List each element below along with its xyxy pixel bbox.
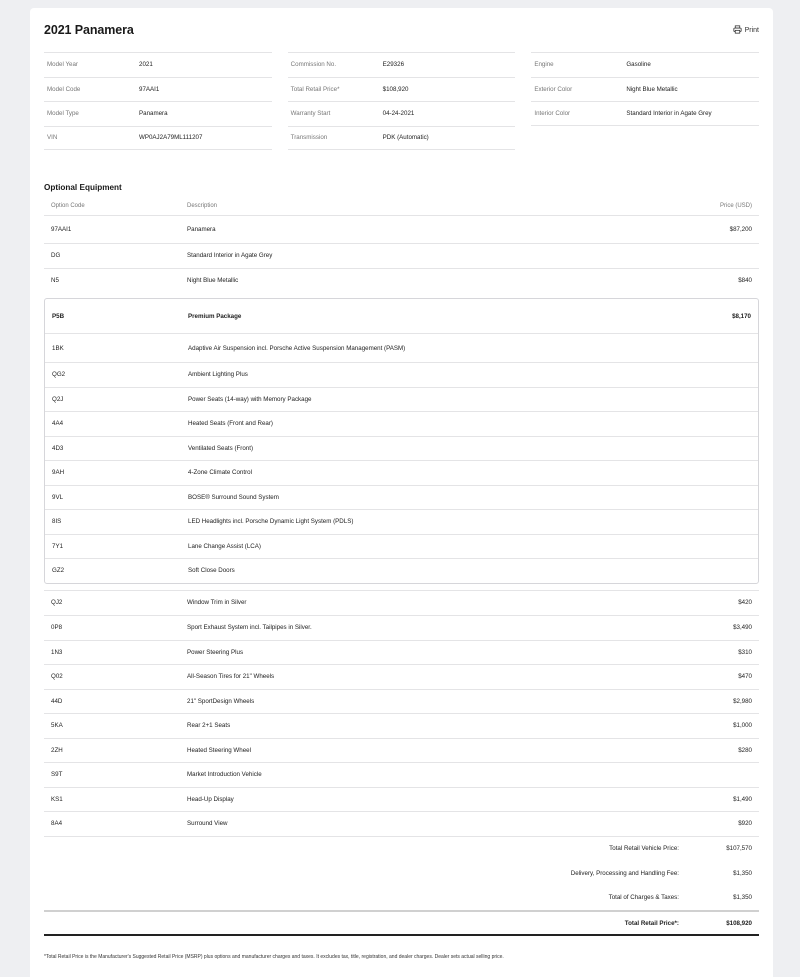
grand-total-row — [44, 910, 759, 936]
spec-row — [531, 52, 759, 77]
spec-label: Interior Color — [534, 109, 571, 117]
option-price: $87,200 — [729, 226, 752, 233]
header — [44, 8, 759, 52]
option-code: 9VL — [52, 493, 64, 501]
spec-value: Standard Interior in Agate Grey — [626, 109, 712, 117]
spec-label: Exterior Color — [534, 85, 573, 93]
spec-value: 04-24-2021 — [382, 110, 415, 118]
option-code: 2ZH — [51, 746, 63, 754]
spec-label: Total Retail Price* — [290, 85, 340, 93]
table-row — [45, 333, 758, 362]
option-price: $2,980 — [733, 697, 752, 705]
table-row — [45, 509, 758, 534]
option-description: LED Headlights incl. Porsche Dynamic Light System (PDLS) — [188, 518, 354, 526]
table-row — [44, 268, 759, 293]
option-description: Standard Interior in Agate Grey — [187, 252, 273, 260]
package-row — [45, 299, 758, 333]
option-code: S9T — [51, 771, 63, 779]
total-row — [44, 886, 759, 911]
spec-label: Model Year — [47, 61, 78, 69]
table-row — [44, 713, 759, 738]
grand-total-value: $108,920 — [726, 919, 752, 927]
option-description: Soft Close Doors — [188, 567, 235, 575]
option-description: Window Trim in Silver — [187, 599, 247, 607]
spec-row-empty — [531, 126, 759, 151]
total-value: $1,350 — [733, 894, 752, 902]
option-code: 97AAI1 — [51, 226, 72, 233]
option-price: $1,000 — [733, 722, 752, 730]
table-row — [44, 664, 759, 689]
option-code: DG — [51, 252, 61, 260]
table-row — [45, 485, 758, 510]
total-value: $107,570 — [726, 845, 752, 853]
spec-row — [44, 52, 272, 77]
option-code: KS1 — [51, 795, 63, 803]
total-label: Delivery, Processing and Handling Fee: — [570, 869, 679, 877]
print-button[interactable] — [733, 25, 759, 36]
option-price: $3,490 — [733, 624, 752, 632]
table-row — [44, 640, 759, 665]
table-row — [45, 558, 758, 583]
option-code: QG2 — [52, 371, 66, 379]
option-description: Lane Change Assist (LCA) — [188, 542, 261, 550]
option-description: Power Seats (14-way) with Memory Package — [188, 395, 312, 403]
option-price: $840 — [738, 276, 752, 284]
package-code: P5B — [52, 312, 65, 320]
spec-value: $108,920 — [382, 85, 409, 93]
header-price: Price (USD) — [719, 203, 752, 209]
option-code: 8A4 — [51, 820, 63, 828]
option-price: $920 — [738, 820, 752, 828]
spec-value: WP0AJ2A79ML111207 — [139, 134, 203, 142]
option-price: $470 — [738, 673, 752, 681]
section-title: Optional Equipment — [44, 183, 122, 192]
spec-label: Model Code — [47, 85, 81, 93]
option-price: $280 — [738, 746, 752, 754]
option-code: 1BK — [52, 344, 64, 352]
option-description: Market Introduction Vehicle — [187, 771, 262, 779]
specs-column-2 — [288, 52, 516, 150]
option-description: Sport Exhaust System incl. Tailpipes in Silver. — [187, 624, 312, 632]
option-code: 0P8 — [51, 624, 63, 632]
option-description: 4-Zone Climate Control — [188, 469, 252, 477]
option-code: 4A4 — [52, 420, 64, 428]
option-price: $420 — [738, 599, 752, 607]
spec-value: Night Blue Metallic — [626, 85, 678, 93]
option-description: Night Blue Metallic — [187, 276, 239, 284]
premium-package-group — [44, 298, 759, 584]
total-label: Total of Charges & Taxes: — [608, 894, 679, 902]
printer-icon — [733, 25, 742, 36]
spec-row — [288, 126, 516, 151]
option-description: Adaptive Air Suspension incl. Porsche Active Suspension Management (PASM) — [188, 344, 406, 352]
table-row — [45, 436, 758, 461]
spec-value: 2021 — [139, 61, 153, 69]
package-description: Premium Package — [188, 312, 242, 320]
table-row — [44, 762, 759, 787]
header-description: Description — [187, 203, 218, 209]
spec-row — [44, 101, 272, 126]
option-code: GZ2 — [52, 567, 65, 575]
option-description: Rear 2+1 Seats — [187, 722, 231, 730]
specs-column-1 — [44, 52, 272, 150]
table-row — [45, 534, 758, 559]
spec-label: Warranty Start — [290, 110, 331, 118]
spec-row — [288, 77, 516, 102]
spec-label: Model Type — [47, 110, 79, 118]
spec-value: Gasoline — [626, 61, 651, 69]
spec-label: Transmission — [290, 134, 328, 142]
spec-value: E29326 — [382, 61, 405, 69]
total-row — [44, 837, 759, 862]
option-description: Surround View — [187, 820, 228, 828]
print-label: Print — [744, 26, 759, 34]
equipment-table-header — [44, 197, 759, 215]
specs-column-3 — [531, 52, 759, 150]
table-row — [45, 387, 758, 412]
spec-value: 97AAI1 — [139, 85, 160, 93]
option-code: Q2J — [52, 395, 64, 403]
header-option-code: Option Code — [51, 203, 85, 209]
table-row — [45, 362, 758, 387]
totals-section — [44, 836, 759, 911]
option-code: 1N3 — [51, 648, 63, 656]
option-description: All-Season Tires for 21" Wheels — [187, 673, 275, 681]
table-row — [45, 460, 758, 485]
option-code: 4D3 — [52, 444, 64, 452]
spec-label: VIN — [47, 134, 58, 142]
page-title: 2021 Panamera — [44, 23, 134, 37]
option-description: Heated Seats (Front and Rear) — [188, 420, 273, 428]
option-code: N5 — [51, 276, 59, 284]
option-code: 9AH — [52, 469, 65, 477]
table-row — [44, 615, 759, 640]
table-row — [44, 787, 759, 812]
table-row — [44, 243, 759, 268]
total-value: $1,350 — [733, 869, 752, 877]
package-price: $8,170 — [732, 312, 751, 320]
table-row — [44, 215, 759, 243]
table-row — [44, 811, 759, 836]
footnote: *Total Retail Price is the Manufacturer's Suggested Retail Price (MSRP) plus options and manufacturer charges and taxes. It excludes tax, title, registration, and dealer charges. Dealer sets actual selling price. — [44, 954, 504, 960]
option-description: 21" SportDesign Wheels — [187, 697, 255, 705]
option-description: Head-Up Display — [187, 795, 234, 803]
option-description: Panamera — [187, 226, 216, 233]
spec-row — [44, 77, 272, 102]
equipment-rows-before — [44, 215, 759, 292]
spec-value: Panamera — [139, 110, 168, 118]
spec-label: Engine — [534, 61, 554, 69]
option-code: 7Y1 — [52, 542, 64, 550]
option-description: Power Steering Plus — [187, 648, 244, 656]
grand-total-label: Total Retail Price*: — [624, 919, 679, 927]
spec-label: Commission No. — [290, 61, 337, 69]
total-row — [44, 861, 759, 886]
total-label: Total Retail Vehicle Price: — [609, 845, 679, 853]
option-code: 8IS — [52, 518, 62, 526]
option-description: Ventilated Seats (Front) — [188, 444, 254, 452]
option-code: QJ2 — [51, 599, 63, 607]
table-row — [44, 591, 759, 616]
option-description: Ambient Lighting Plus — [188, 371, 248, 379]
spec-row — [288, 52, 516, 77]
table-row — [44, 738, 759, 763]
option-price: $310 — [738, 648, 752, 656]
spec-row — [531, 77, 759, 102]
table-row — [44, 689, 759, 714]
option-description: Heated Steering Wheel — [187, 746, 251, 754]
window-sticker-card — [30, 8, 773, 977]
spec-row — [531, 101, 759, 126]
spec-value: PDK (Automatic) — [382, 134, 429, 142]
option-description: BOSE® Surround Sound System — [188, 493, 279, 501]
table-row — [45, 411, 758, 436]
option-code: 44D — [51, 697, 63, 705]
option-code: 5KA — [51, 722, 63, 730]
vehicle-specs — [44, 52, 759, 150]
spec-row — [288, 101, 516, 126]
spec-row — [44, 126, 272, 151]
option-code: Q02 — [51, 673, 63, 681]
option-price: $1,490 — [733, 795, 752, 803]
equipment-rows-after — [44, 590, 759, 836]
